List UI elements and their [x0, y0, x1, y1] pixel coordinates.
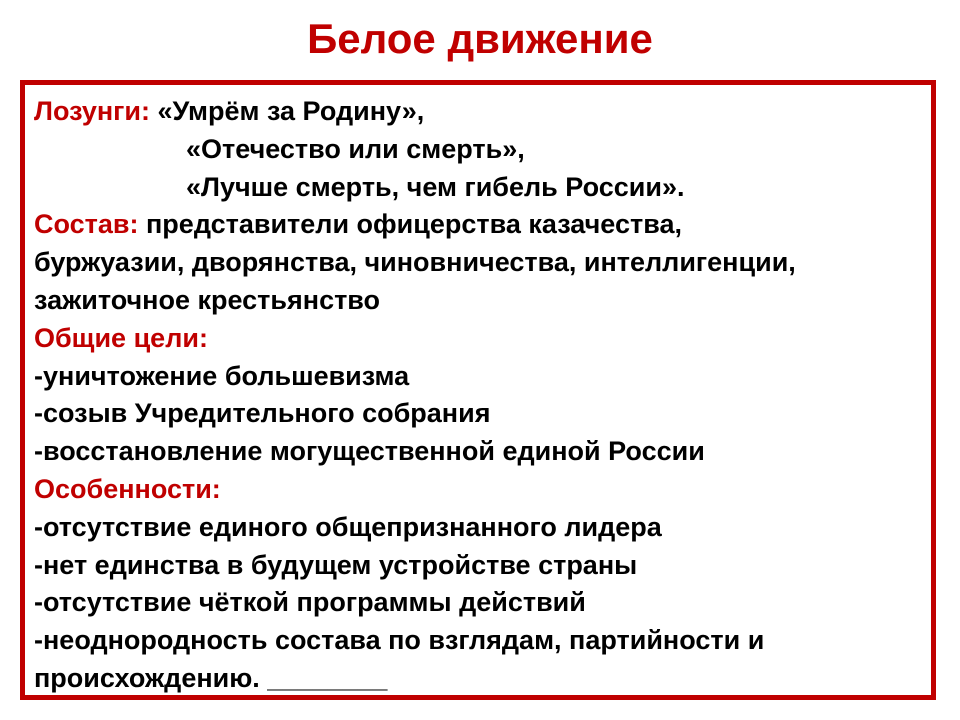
composition-line-3: зажиточное крестьянство: [34, 284, 381, 315]
slogans-label: Лозунги:: [34, 96, 150, 126]
feature-item: -неоднородность состава по взглядам, партийности и: [34, 625, 765, 656]
slogans-line-3: [34, 169, 923, 207]
composition-text: представители офицерства казачества,: [146, 209, 682, 240]
goal-item: -созыв Учредительного собрания: [34, 398, 491, 429]
composition-line-2: буржуазии, дворянства, чиновничества, интеллигенции,: [34, 247, 796, 278]
slogan-item: «Отечество или смерть»,: [186, 133, 525, 164]
content-box: [20, 80, 936, 700]
slogans-line-2: [34, 131, 923, 169]
features-label: Особенности:: [34, 473, 221, 504]
feature-item: -отсутствие чёткой программы действий: [34, 587, 586, 618]
slogan-item: «Умрём за Родину»,: [157, 96, 425, 126]
feature-item: происхождению. ________: [34, 662, 388, 693]
goal-item: -уничтожение большевизма: [34, 360, 410, 391]
slide-title: Белое движение: [307, 15, 653, 62]
composition-line-1: [34, 206, 923, 244]
goals-label: Общие цели:: [34, 322, 208, 353]
goal-item: -восстановление могущественной единой России: [34, 436, 705, 467]
feature-item: -отсутствие единого общепризнанного лидера: [34, 511, 662, 542]
feature-item: -нет единства в будущем устройстве страны: [34, 549, 638, 580]
slogan-item: «Лучше смерть, чем гибель России».: [186, 171, 685, 202]
composition-label: Состав:: [34, 209, 139, 240]
slogans-line-1: [34, 93, 923, 131]
